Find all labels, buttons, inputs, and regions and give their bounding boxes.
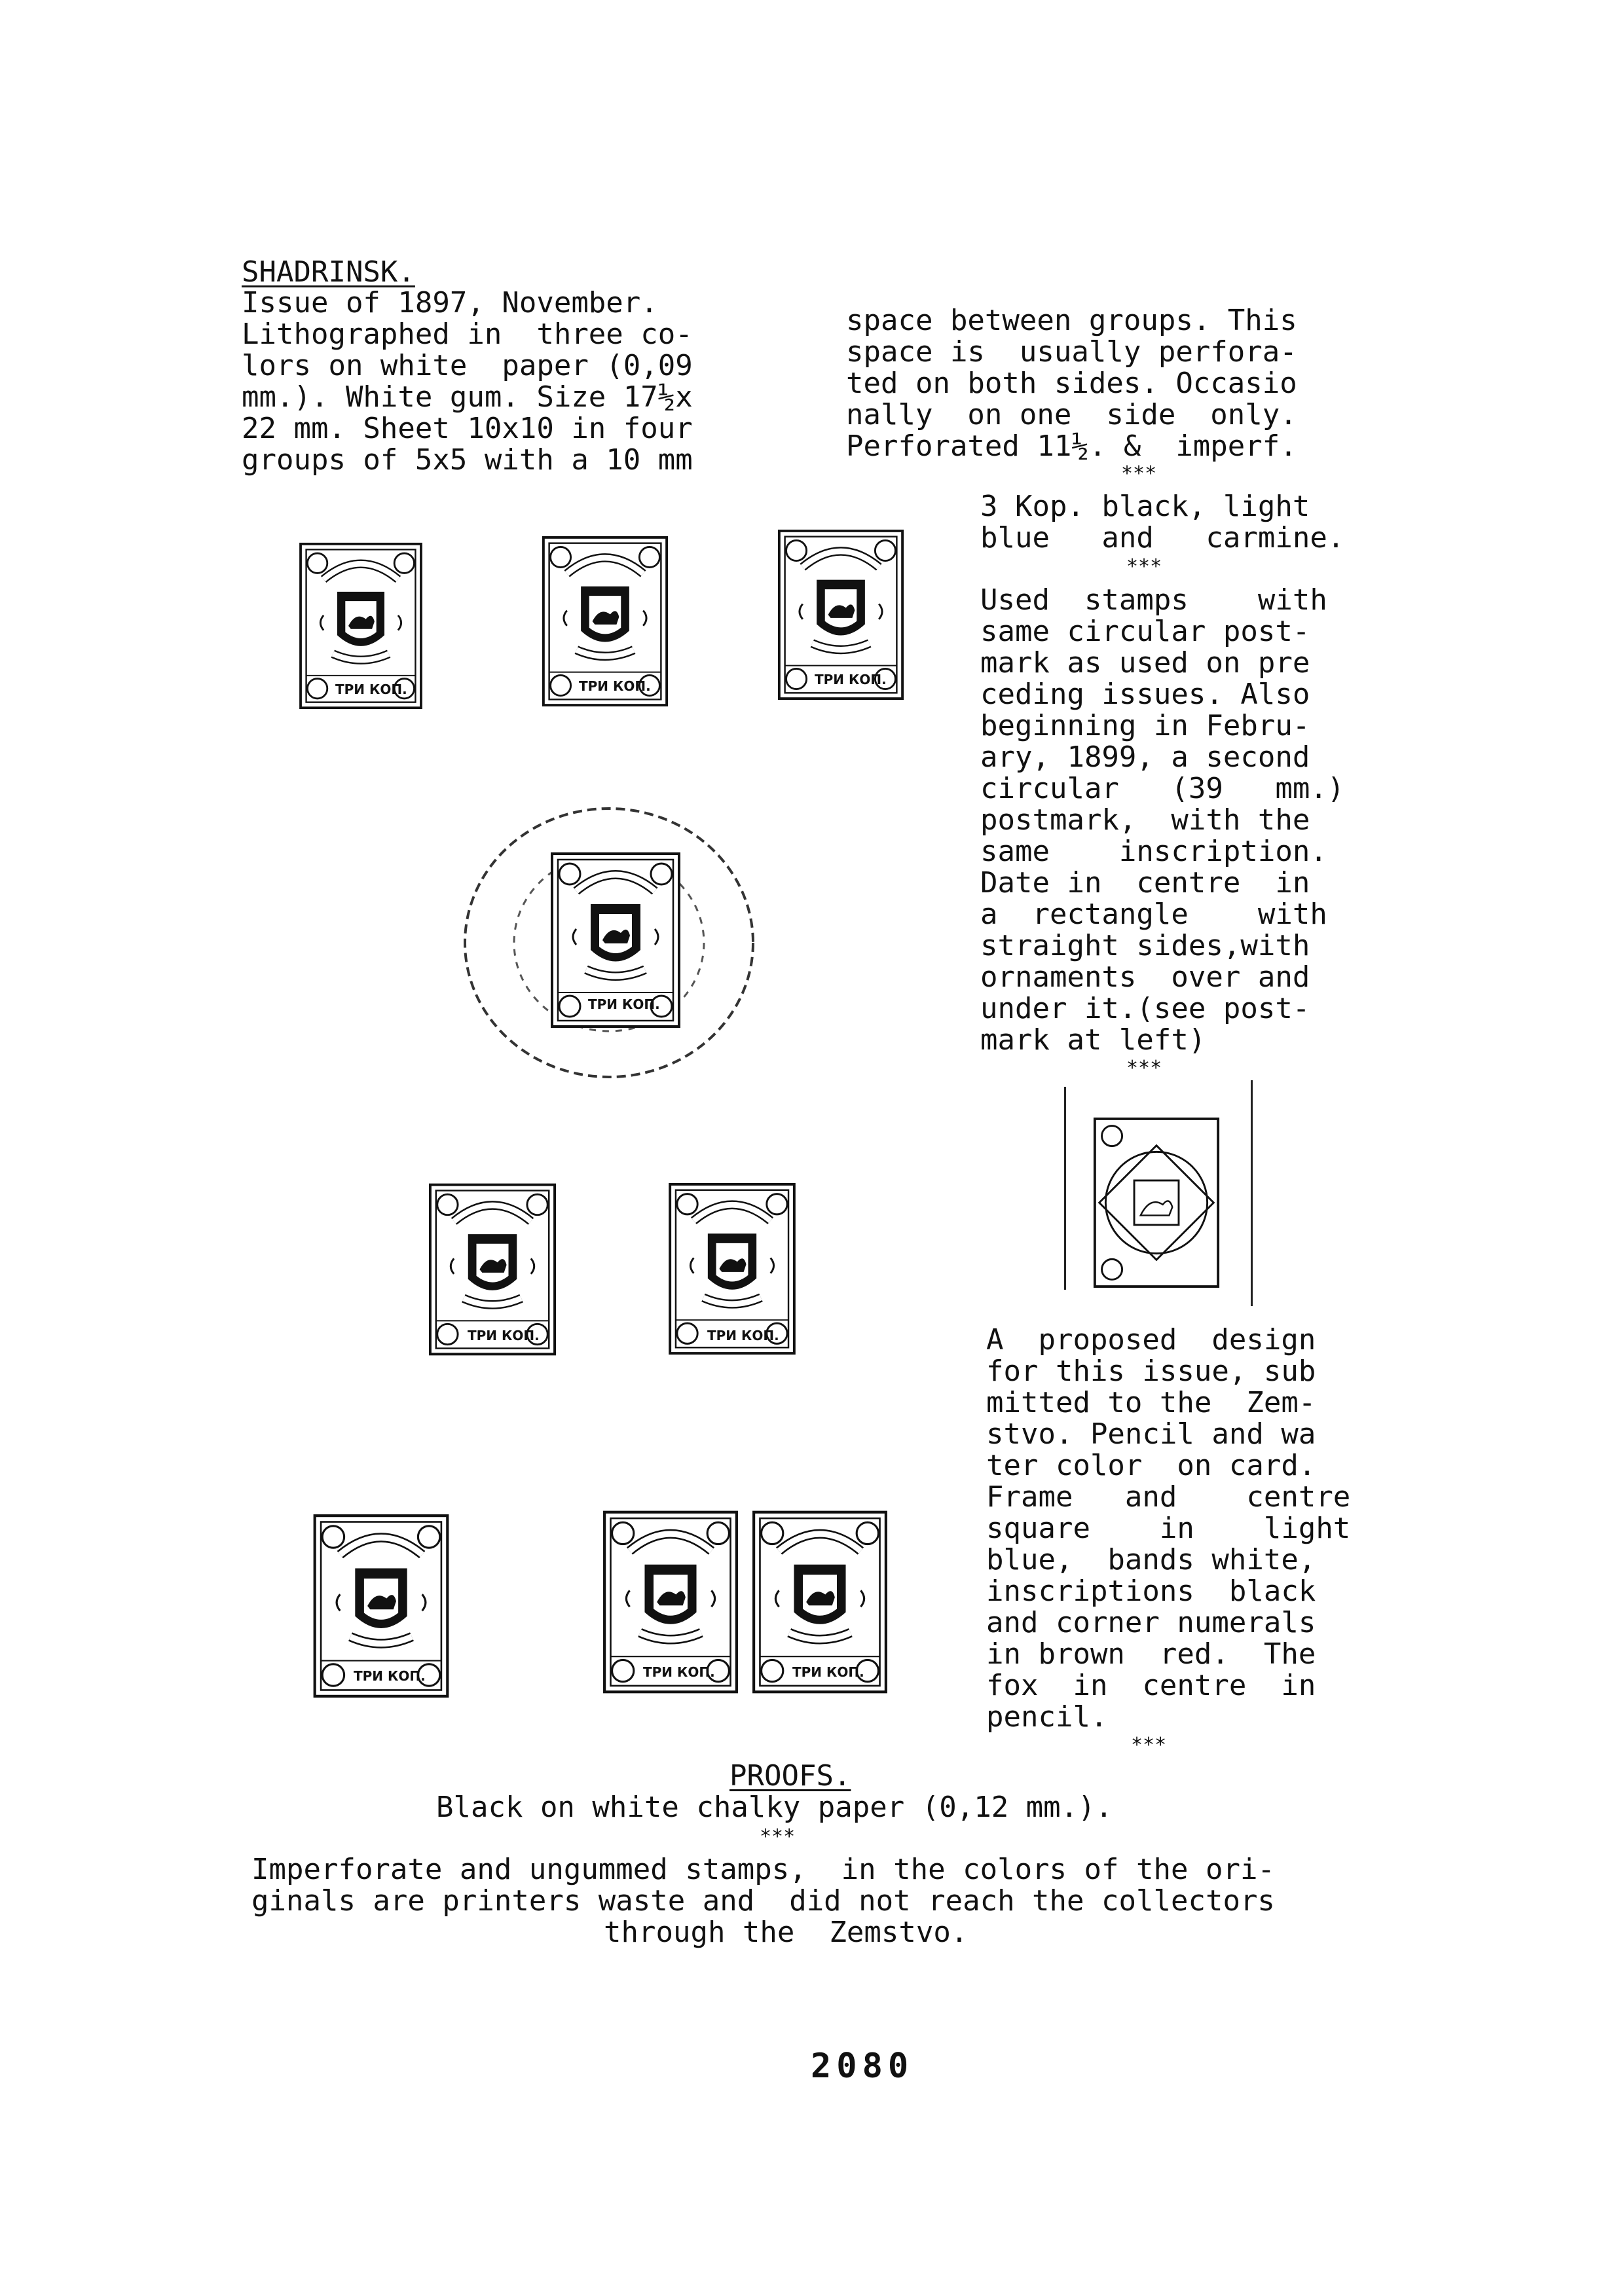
desc-line: mark as used on pre bbox=[980, 646, 1310, 680]
desc-line: inscriptions black bbox=[986, 1575, 1316, 1608]
proofs-description: Black on white chalky paper (0,12 mm.). bbox=[436, 1791, 1113, 1824]
intro-line: groups of 5x5 with a 10 mm bbox=[242, 443, 693, 477]
stamp-image-postmarked bbox=[550, 851, 681, 1029]
stamp-image bbox=[541, 536, 669, 707]
separator: *** bbox=[1121, 462, 1157, 485]
intro-line: lors on white paper (0,09 bbox=[242, 349, 693, 382]
desc-line: 3 Kop. black, light bbox=[980, 490, 1310, 523]
essay-graphic bbox=[1092, 1117, 1221, 1288]
intro-line: space is usually perfora- bbox=[846, 335, 1297, 369]
stamp-value-label: ТРИ КОП. bbox=[354, 1668, 426, 1684]
desc-line: ceding issues. Also bbox=[980, 678, 1310, 711]
desc-line: mark at left) bbox=[980, 1023, 1206, 1057]
desc-line: same circular post- bbox=[980, 615, 1310, 648]
stamp-value-label: ТРИ КОП. bbox=[579, 678, 651, 694]
footer-line: through the Zemstvo. bbox=[604, 1916, 969, 1949]
stamp-value-label: ТРИ КОП. bbox=[792, 1664, 864, 1680]
card-edge-left bbox=[1064, 1087, 1066, 1290]
intro-line: Perforated 11½. & imperf. bbox=[846, 429, 1297, 463]
separator: *** bbox=[760, 1825, 796, 1848]
desc-line: Used stamps with bbox=[980, 583, 1327, 617]
separator: *** bbox=[1126, 1057, 1162, 1080]
desc-line: under it.(see post- bbox=[980, 992, 1310, 1025]
stamp-image bbox=[312, 1514, 451, 1698]
intro-line: mm.). White gum. Size 17½x bbox=[242, 380, 693, 414]
desc-line: ter color on card. bbox=[986, 1449, 1316, 1482]
desc-line: same inscription. bbox=[980, 835, 1327, 868]
desc-line: square in light bbox=[986, 1512, 1351, 1545]
stamp-value-label: ТРИ КОП. bbox=[707, 1328, 779, 1343]
desc-line: fox in centre in bbox=[986, 1669, 1316, 1702]
desc-line: pencil. bbox=[986, 1700, 1108, 1734]
proofs-title: PROOFS. bbox=[729, 1759, 851, 1793]
desc-line: for this issue, sub bbox=[986, 1355, 1316, 1388]
separator: *** bbox=[1131, 1734, 1167, 1757]
desc-line: circular (39 mm.) bbox=[980, 772, 1345, 805]
stamp-image bbox=[428, 1182, 557, 1357]
desc-line: beginning in Febru- bbox=[980, 709, 1310, 742]
desc-line: mitted to the Zem- bbox=[986, 1386, 1316, 1419]
proposed-design-image bbox=[1092, 1117, 1221, 1288]
desc-line: stvo. Pencil and wa bbox=[986, 1417, 1316, 1451]
desc-line: and corner numerals bbox=[986, 1606, 1316, 1639]
stamp-value-label: ТРИ КОП. bbox=[815, 672, 887, 687]
desc-line: straight sides,with bbox=[980, 929, 1310, 962]
desc-line: in brown red. The bbox=[986, 1637, 1316, 1671]
separator: *** bbox=[1126, 555, 1162, 578]
card-edge-right bbox=[1251, 1080, 1253, 1306]
desc-line: ornaments over and bbox=[980, 960, 1310, 994]
intro-line: nally on one side only. bbox=[846, 398, 1297, 431]
stamp-image bbox=[752, 1508, 888, 1696]
intro-line: Lithographed in three co- bbox=[242, 318, 693, 351]
desc-line: blue and carmine. bbox=[980, 521, 1345, 555]
stamp-value-label: ТРИ КОП. bbox=[335, 682, 407, 697]
stamp-value-label: ТРИ КОП. bbox=[588, 996, 660, 1012]
footer-line: ginals are printers waste and did not reach the collectors bbox=[251, 1884, 1275, 1918]
intro-line: ted on both sides. Occasio bbox=[846, 367, 1297, 400]
desc-line: Frame and centre bbox=[986, 1480, 1351, 1514]
stamp-value-label: ТРИ КОП. bbox=[643, 1664, 715, 1680]
stamp-image bbox=[299, 542, 423, 710]
stamp-image bbox=[668, 1182, 796, 1355]
page-title: SHADRINSK. bbox=[242, 255, 415, 289]
stamp-image bbox=[602, 1508, 739, 1696]
stamp-image bbox=[777, 529, 905, 701]
intro-line: 22 mm. Sheet 10x10 in four bbox=[242, 412, 693, 445]
stamp-value-label: ТРИ КОП. bbox=[468, 1328, 540, 1343]
page-number: 2080 bbox=[811, 2047, 914, 2086]
desc-line: ary, 1899, a second bbox=[980, 740, 1310, 774]
footer-line: Imperforate and ungummed stamps, in the colors of the ori- bbox=[251, 1853, 1275, 1886]
desc-line: Date in centre in bbox=[980, 866, 1310, 900]
desc-line: blue, bands white, bbox=[986, 1543, 1316, 1576]
desc-line: A proposed design bbox=[986, 1323, 1316, 1357]
intro-line: Issue of 1897, November. bbox=[242, 286, 658, 319]
desc-line: postmark, with the bbox=[980, 803, 1310, 837]
desc-line: a rectangle with bbox=[980, 898, 1327, 931]
intro-line: space between groups. This bbox=[846, 304, 1297, 337]
